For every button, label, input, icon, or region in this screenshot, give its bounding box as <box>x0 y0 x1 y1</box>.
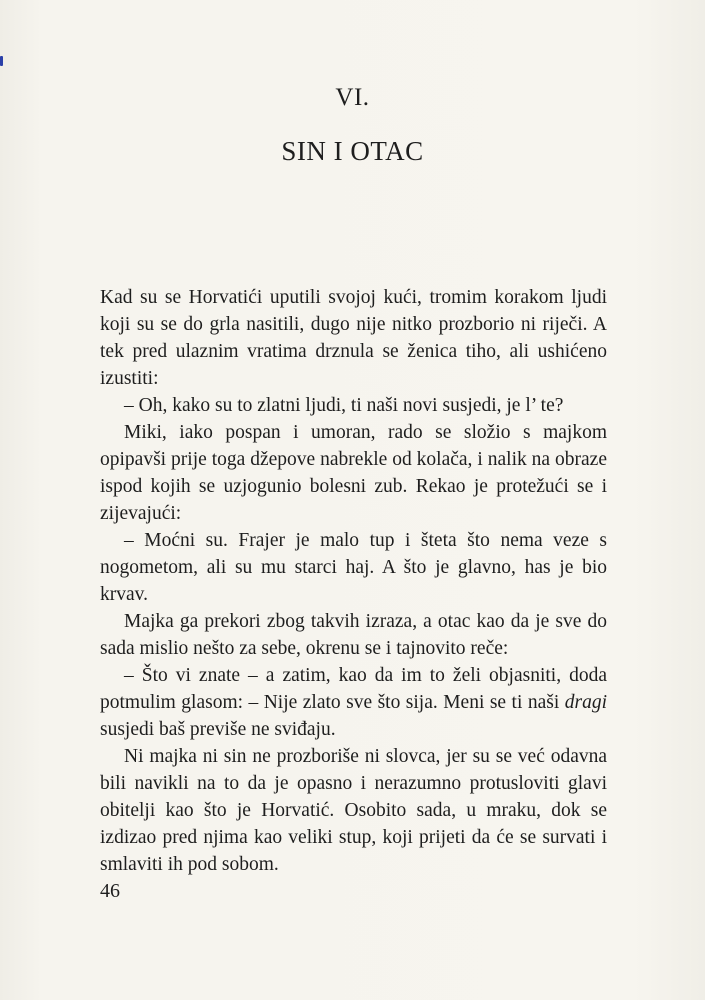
page-number: 46 <box>100 880 120 902</box>
paragraph-1: Kad su se Horvatići uputili svojoj kući, tromim korakom ljudi koji su se do grla nasitili, dugo nije nitko prozborio ni riječi. A tek pred ulaznim vratima drznula se ženica tiho, ali ushićeno izustiti: <box>100 287 607 389</box>
paragraph-6-part-1: – Što vi znate – a zatim, kao da im to želi objasniti, doda potmulim glasom: – Nije zlato sve što sija. Meni se ti naši <box>100 665 607 713</box>
paragraph-3: Miki, iako pospan i umoran, rado se složio s majkom opipavši prije toga džepove nabrekle od kolača, i nalik na obraze ispod kojih se uzjogunio bolesni zub. Rekao je protežući se i zijevajući: <box>100 422 607 524</box>
paragraph-2: – Oh, kako su to zlatni ljudi, ti naši novi susjedi, je l’ te? <box>124 395 564 416</box>
chapter-number: VI. <box>335 84 370 111</box>
paragraph-7: Ni majka ni sin ne prozboriše ni slovca, jer su se već odavna bili navikli na to da je opasno i nerazumno protusloviti glavi obitelji kao što je Horvatić. Osobito sada, u mraku, dok se izdizao pred njima kao veliki stup, koji prijeti da će se survati i smlaviti ih pod sobom. <box>100 746 607 875</box>
paragraph-6-italic-word: dragi <box>564 692 607 713</box>
paragraph-4: – Moćni su. Frajer je malo tup i šteta što nema veze s nogometom, ali su mu starci haj. A što je glavno, has je bio krvav. <box>100 530 607 605</box>
body-text <box>100 284 607 878</box>
chapter-title: SIN I OTAC <box>281 136 424 166</box>
blue-margin-mark <box>0 56 3 66</box>
paragraph-5: Majka ga prekori zbog takvih izraza, a otac kao da je sve do sada mislio nešto za sebe, okrenu se i tajnovito reče: <box>100 611 607 659</box>
paragraph-6 <box>100 662 607 743</box>
paragraph-6-part-2: susjedi baš previše ne sviđaju. <box>100 719 336 740</box>
